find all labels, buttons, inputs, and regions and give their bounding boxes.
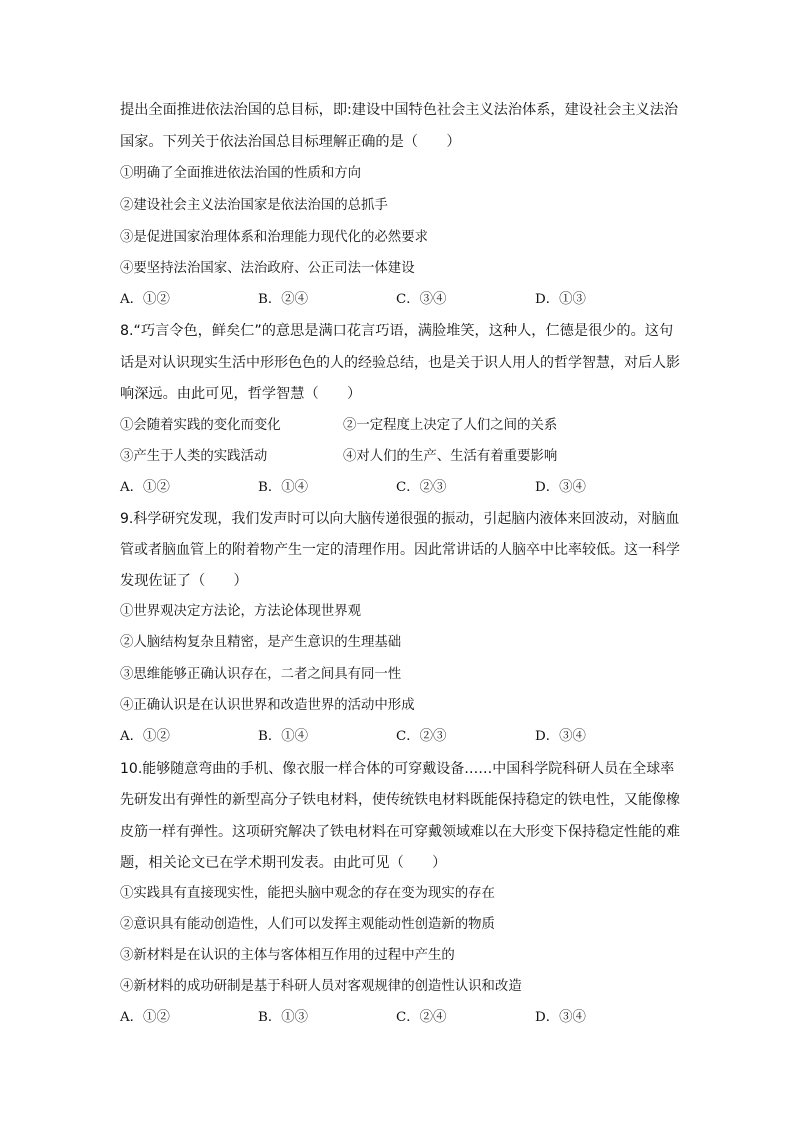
- q9-stem-line-1: 9.科学研究发现，我们发声时可以向大脑传递很强的振动，引起脑内液体来回波动，对脑血: [120, 511, 680, 527]
- q7-choice-b: B．②④: [258, 292, 309, 307]
- q7-option-1: ①明确了全面推进依法治国的性质和方向: [120, 166, 362, 181]
- q10-choice-a: A．①②: [120, 1010, 170, 1025]
- q7-stem-line-1: 提出全面推进依法治国的总目标，即:建设中国特色社会主义法治体系，建设社会主义法治: [120, 102, 679, 118]
- q8-option-3: ③产生于人类的实践活动: [120, 449, 268, 464]
- q7-choice-d: D．①③: [535, 292, 586, 307]
- q10-stem-line-3: 皮筋一样有弹性。这项研究解决了铁电材料在可穿戴领域难以在大形变下保持稳定性能的难: [120, 824, 680, 840]
- q9-choice-b: B．①④: [258, 729, 309, 744]
- q9-option-4: ④正确认识是在认识世界和改造世界的活动中形成: [120, 698, 415, 713]
- q7-choice-c: C．③④: [396, 292, 447, 307]
- q8-option-1: ①会随着实践的变化而变化: [120, 418, 281, 433]
- q9-stem-line-3: 发现佐证了（ ）: [120, 573, 248, 589]
- q10-option-1: ①实践具有直接现实性，能把头脑中观念的存在变为现实的存在: [120, 886, 495, 901]
- q8-choice-d: D．③④: [535, 480, 586, 495]
- q9-choice-c: C．②③: [396, 729, 447, 744]
- q8-choice-a: A．①②: [120, 480, 170, 495]
- q8-choice-b: B．①④: [258, 480, 309, 495]
- q8-option-2: ②一定程度上决定了人们之间的关系: [343, 418, 558, 433]
- q8-stem-line-2: 话是对认识现实生活中形形色色的人的经验总结，也是关于识人用人的哲学智慧，对后人影: [120, 355, 680, 371]
- q10-option-2: ②意识具有能动创造性，人们可以发挥主观能动性创造新的物质: [120, 917, 495, 932]
- q10-stem-line-1: 10.能够随意弯曲的手机、像衣服一样合体的可穿戴设备……中国科学院科研人员在全球率: [120, 761, 675, 777]
- q8-stem-line-1: 8.“巧言令色，鲜矣仁”的意思是满口花言巧语，满脸堆笑，这种人，仁德是很少的。这句: [120, 323, 674, 339]
- q10-option-3: ③新材料是在认识的主体与客体相互作用的过程中产生的: [120, 948, 455, 963]
- q10-choice-b: B．①③: [258, 1010, 309, 1025]
- q9-option-1: ①世界观决定方法论，方法论体现世界观: [120, 604, 362, 619]
- q7-option-4: ④要坚持法治国家、法治政府、公正司法一体建设: [120, 261, 415, 276]
- q10-choice-d: D．③④: [535, 1010, 586, 1025]
- q10-stem-line-4: 题，相关论文已在学术期刊发表。由此可见（ ）: [120, 855, 447, 871]
- q7-option-3: ③是促进国家治理体系和治理能力现代化的必然要求: [120, 230, 428, 245]
- q10-stem-line-2: 先研发出有弹性的新型高分子铁电材料，使传统铁电材料既能保持稳定的铁电性，又能像橡: [120, 792, 680, 808]
- q8-option-4: ④对人们的生产、生活有着重要影响: [343, 449, 558, 464]
- q9-choice-d: D．③④: [535, 729, 586, 744]
- q10-choice-c: C．②④: [396, 1010, 447, 1025]
- q9-option-3: ③思维能够正确认识存在，二者之间具有同一性: [120, 667, 402, 682]
- q9-option-2: ②人脑结构复杂且精密，是产生意识的生理基础: [120, 635, 402, 650]
- q9-stem-line-2: 管或者脑血管上的附着物产生一定的清理作用。因此常讲话的人脑卒中比率较低。这一科学: [120, 542, 680, 558]
- q7-option-2: ②建设社会主义法治国家是依法治国的总抓手: [120, 198, 388, 213]
- q7-choice-a: A．①②: [120, 292, 170, 307]
- q10-option-4: ④新材料的成功研制是基于科研人员对客观规律的创造性认识和改造: [120, 979, 522, 994]
- q7-stem-line-2: 国家。下列关于依法治国总目标理解正确的是（ ）: [120, 134, 461, 150]
- q8-choice-c: C．②③: [396, 480, 447, 495]
- q9-choice-a: A．①②: [120, 729, 170, 744]
- q8-stem-line-3: 响深远。由此可见，哲学智慧（ ）: [120, 386, 362, 402]
